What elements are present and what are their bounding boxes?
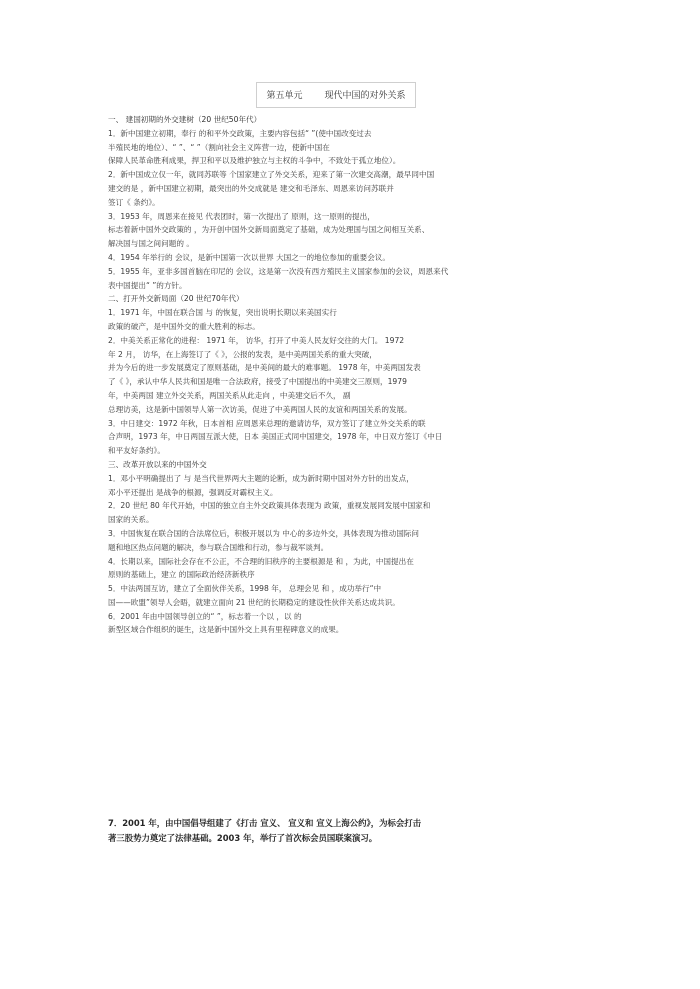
text-line: 2．中美关系正常化的进程： 1971 年， 访华，打开了中美人民友好交往的大门。 1972 xyxy=(108,335,405,345)
text-line: 建交的是 ，新中国建立初期，最突出的外交成就是 建交和毛泽东、周恩来访问苏联并 xyxy=(108,183,394,193)
text-line: 签订《 条约》。 xyxy=(108,197,160,207)
footer-line: 7．2001 年，由中国倡导组建了《打击 宣义、 宣义和 宣义上海公约》，为标会打击 xyxy=(108,818,421,828)
section-heading: 一、 建国初期的外交建树（20 世纪50年代） xyxy=(108,115,262,124)
text-line: 政策的破产，是中国外交的重大胜利的标志。 xyxy=(108,321,260,331)
text-line: 题和地区热点问题的解决，参与联合国维和行动，参与裁军谈判。 xyxy=(108,542,329,552)
text-line: 合声明，1973 年，中日两国互派大使，日本 美国正式同中国建交，1978 年，中日双方签订《中日 xyxy=(108,432,443,442)
text-line: 表中国提出“ ”的方针。 xyxy=(108,280,187,290)
title-unit: 第五单元 xyxy=(266,91,303,101)
text-line: 2．20 世纪 80 年代开始，中国的独立自主外交政策具体表现为 政策，重视发展同发展中国家和 xyxy=(108,501,431,511)
document-page xyxy=(108,0,578,989)
text-line: 原则的基础上，建立 的国际政治经济新秩序 xyxy=(108,570,255,580)
text-line: 4．1954 年举行的 会议，是新中国第一次以世界 大国之一的地位参加的重要会议。 xyxy=(108,252,390,262)
section-heading: 三、改革开放以来的中国外交 xyxy=(108,459,207,469)
text-line: 并为今后的进一步发展奠定了原则基础，是中美间的最大的难事题。 1978 年，中美两国发表 xyxy=(108,363,421,373)
text-line: 年 2 月， 访华，在上海签订了《 》，公报的发表，是中美两国关系的重大突破， xyxy=(108,349,377,359)
title-name: 现代中国的对外关系 xyxy=(324,91,406,101)
text-line: 3．中日建交：1972 年秋，日本首相 应周恩来总理的邀请访华，双方签订了建立外交关系的联 xyxy=(108,418,426,428)
text-line: 国家的关系。 xyxy=(108,515,154,525)
body-text xyxy=(108,113,568,637)
text-line: 1．新中国建立初期，奉行 的和平外交政策，主要内容包括“ ”(使中国改变过去 xyxy=(108,128,372,138)
text-line: 2．新中国成立仅一年，就同苏联等 个国家建立了外交关系，迎来了第一次建交高潮，最早同中国 xyxy=(108,170,435,180)
text-line: 标志着新中国外交政策的 ，为开创中国外交新局面奠定了基础，成为处理国与国之间相互关系、 xyxy=(108,225,430,235)
text-line: 邓小平还提出 是战争的根源，强调反对霸权主义。 xyxy=(108,487,278,497)
text-line: 5．1955 年，亚非多国首脑在印尼的 会议，这是第一次没有西方殖民主义国家参加的会议，周恩来代 xyxy=(108,266,449,276)
text-line: 保障人民革命胜利成果，捍卫和平以及维护独立与主权的斗争中，不致处于孤立地位）。 xyxy=(108,156,401,166)
footer-line: 著三股势力奠定了法律基础。2003 年，举行了首次标会员国联案演习。 xyxy=(108,833,378,843)
title-box xyxy=(256,82,416,108)
text-line: 国——欧盟”领导人会晤，就建立面向 21 世纪的长期稳定的建设性伙伴关系达成共识。 xyxy=(108,597,400,607)
section-heading: 二、打开外交新局面（20 世纪70年代） xyxy=(108,294,244,304)
text-line: 4．长期以来，国际社会存在不公正，不合理的旧秩序的主要根源是 和 ，为此，中国提出在 xyxy=(108,556,414,566)
text-line: 解决国与国之间问题的 。 xyxy=(108,239,194,249)
text-line: 5．中法两国互访，建立了全面伙伴关系，1998 年， 总理会见 和 ，成功举行“中 xyxy=(108,584,382,594)
text-line: 和平友好条约》。 xyxy=(108,446,165,456)
text-line: 1．1971 年，中国在联合国 与 的恢复，突出说明长期以来美国实行 xyxy=(108,308,337,318)
text-line: 年，中美两国 建立外交关系，两国关系从此走向 ，中美建交后不久， 副 xyxy=(108,390,351,400)
text-line: 半殖民地的地位）、“ ”、“ ”（割向社会主义阵营一边，使新中国在 xyxy=(108,142,330,152)
text-line: 6．2001 年由中国领导创立的“ ”，标志着一个以 ，以 的 xyxy=(108,611,302,621)
text-line: 1．邓小平明确提出了 与 是当代世界两大主题的论断，成为新时期中国对外方针的出发点， xyxy=(108,473,414,483)
text-line: 新型区域合作组织的诞生，这是新中国外交上具有里程碑意义的成果。 xyxy=(108,625,344,635)
text-line: 3．1953 年，周恩来在接见 代表团时，第一次提出了 原则，这一原则的提出， xyxy=(108,211,375,221)
text-line: 了《 》，承认中华人民共和国是唯一合法政府，接受了中国提出的中美建交三原则，1979 xyxy=(108,377,407,387)
footer-note xyxy=(108,816,578,846)
text-line: 总理访美，这是新中国领导人第一次访美，促进了中美两国人民的友谊和两国关系的发展。 xyxy=(108,404,412,414)
text-line: 3．中国恢复在联合国的合法席位后，积极开展以为 中心的多边外交，具体表现为推动国际问 xyxy=(108,528,419,538)
document-title xyxy=(257,88,415,101)
